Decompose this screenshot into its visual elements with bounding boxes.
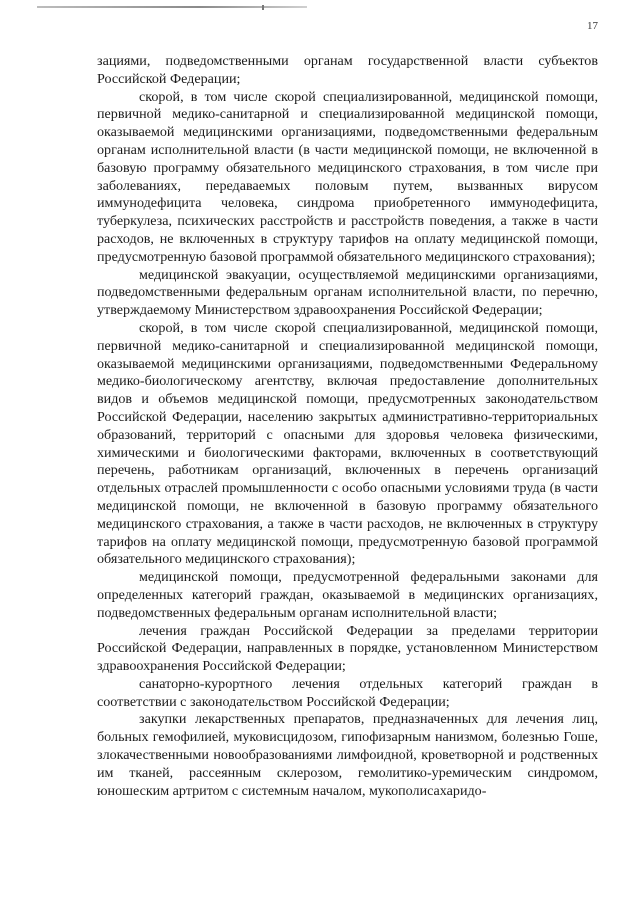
document-body bbox=[97, 53, 598, 800]
paragraph-treatment-abroad: лечения граждан Российской Федерации за пределами территории Российской Федерации, направленных в порядке, установленном Министерством здравоохранения Российской Федерации; bbox=[97, 622, 598, 675]
paragraph-drug-procurement: закупки лекарственных препаратов, предназначенных для лечения лиц, больных гемофилией, муковисцидозом, гипофизарным нанизмом, болезнью Гоше, злокачественными новообразованиями лимфоидной, кроветворной и родственных им тканей, рассеянным склерозом, гемолитико-уремическим синдромом, юношеским артритом с системным началом, мукополисахаридо- bbox=[97, 711, 598, 799]
paragraph-federal-law-care: медицинской помощи, предусмотренной федеральными законами для определенных категорий граждан, оказываемой в медицинских организациях, подведомственных федеральным органам исполнительной власти; bbox=[97, 569, 598, 621]
paragraph-fmba-care: скорой, в том числе скорой специализированной, медицинской помощи, первичной медико-санитарной и специализированной медицинской помощи, оказываемой медицинскими организациями, подведомственными Федеральному медико-биологическому агентству, включая предоставление дополнительных видов и объемов медицинской помощи, предусмотренных законодательством Российской Федерации, населению закрытых административно-территориальных образований, территорий с опасными для здоровья человека физическими, химическими и биологическими факторами, включенных в соответствующий перечень, работникам организаций, включенных в перечень организаций отдельных отраслей промышленности с особо опасными условиями труда (в части медицинской помощи, не включенной в базовую программу обязательного медицинского страхования, а также в части расходов, не включенных в структуру тарифов на оплату медицинской помощи, предусмотренную базовой программой обязательного медицинского страхования); bbox=[97, 319, 598, 568]
paragraph-medical-evacuation: медицинской эвакуации, осуществляемой медицинскими организациями, подведомственными федеральным органам исполнительной власти, по перечню, утверждаемому Министерством здравоохранения Российской Федерации; bbox=[97, 266, 598, 319]
paragraph-continuation: зациями, подведомственными органам государственной власти субъектов Российской Федерации; bbox=[97, 53, 598, 87]
page-number: 17 bbox=[587, 20, 598, 32]
scan-artifact-tick bbox=[262, 5, 264, 10]
paragraph-sanatorium-treatment: санаторно-курортного лечения отдельных категорий граждан в соответствии с законодательством Российской Федерации; bbox=[97, 675, 598, 710]
paragraph-federal-emergency-care: скорой, в том числе скорой специализированной, медицинской помощи, первичной медико-санитарной и специализированной медицинской помощи, оказываемой медицинскими организациями, подведомственными федеральным органам исполнительной власти (в части медицинской помощи, не включенной в базовую программу обязательного медицинского страхования, в том числе при заболеваниях, передаваемых половым путем, вызванных вирусом иммунодефицита человека, синдрома приобретенного иммунодефицита, туберкулеза, психических расстройств и расстройств поведения, а также в части расходов, не включенных в структуру тарифов на оплату медицинской помощи, предусмотренную базовой программой обязательного медицинского страхования); bbox=[97, 88, 598, 265]
scan-artifact-line bbox=[37, 6, 307, 8]
